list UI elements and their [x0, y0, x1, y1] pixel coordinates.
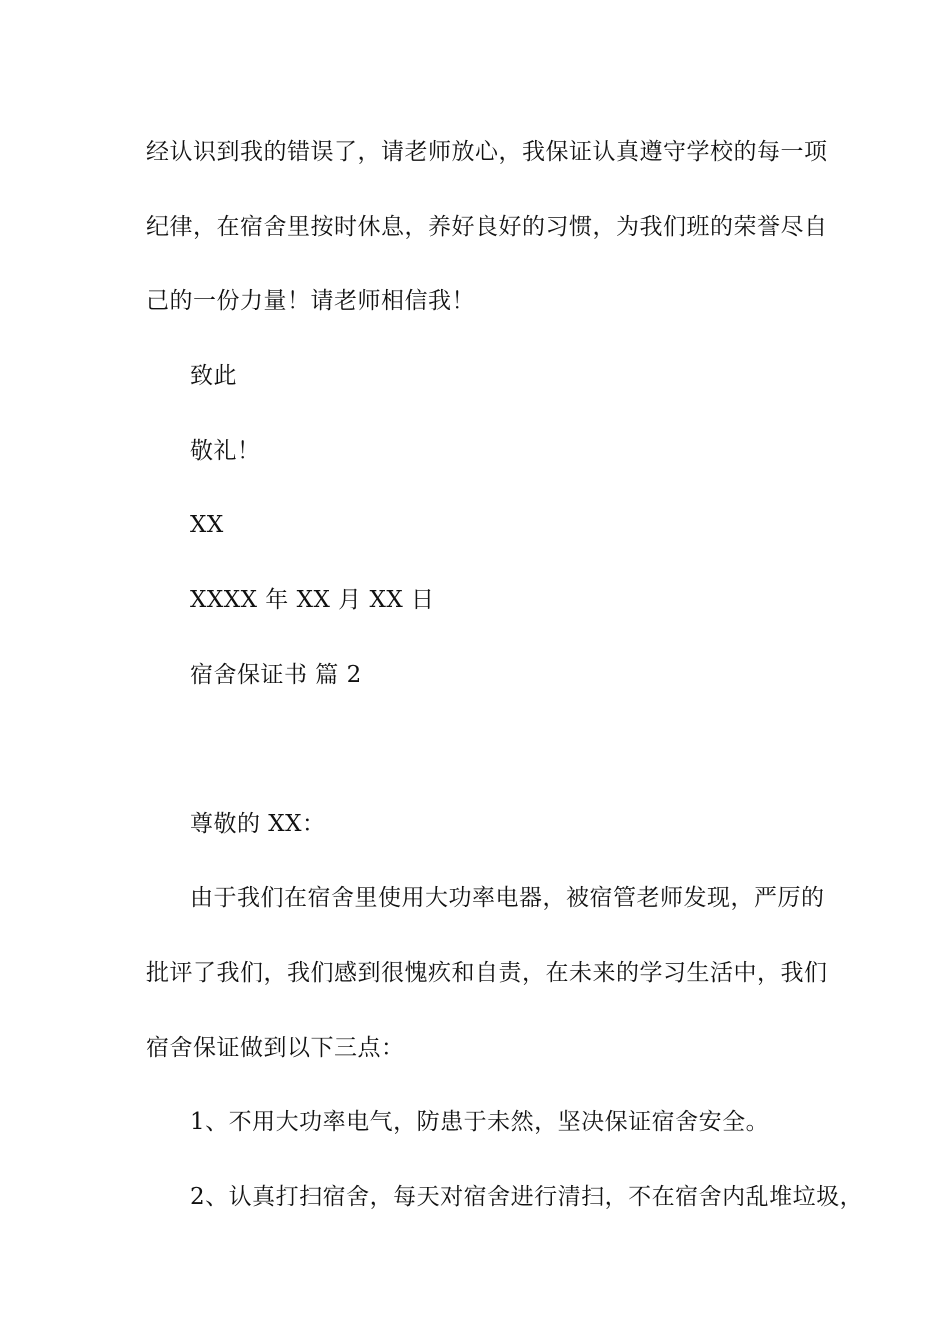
list-item: 2、认真打扫宿舍，每天对宿舍进行清扫，不在宿舍内乱堆垃圾，	[190, 1184, 864, 1210]
paragraph-line: 己的一份力量！请老师相信我！	[146, 288, 475, 314]
paragraph-line: 经认识到我的错误了，请老师放心，我保证认真遵守学校的每一项	[146, 139, 828, 165]
signature-date: XXXX 年 XX 月 XX 日	[190, 587, 435, 613]
section-heading: 宿舍保证书 篇 2	[190, 662, 362, 688]
letter-greeting: 尊敬的 XX：	[190, 811, 326, 837]
signature-name: XX	[190, 512, 224, 538]
paragraph-line: 批评了我们，我们感到很愧疚和自责，在未来的学习生活中，我们	[146, 960, 828, 986]
paragraph-line: 由于我们在宿舍里使用大功率电器，被宿管老师发现，严厉的	[190, 885, 825, 911]
salutation-closing: 敬礼！	[190, 438, 261, 464]
closing-phrase: 致此	[190, 363, 237, 389]
paragraph-line: 宿舍保证做到以下三点：	[146, 1035, 405, 1061]
paragraph-line: 纪律，在宿舍里按时休息，养好良好的习惯，为我们班的荣誉尽自	[146, 214, 828, 240]
list-item: 1、不用大功率电气，防患于未然，坚决保证宿舍安全。	[190, 1109, 770, 1135]
